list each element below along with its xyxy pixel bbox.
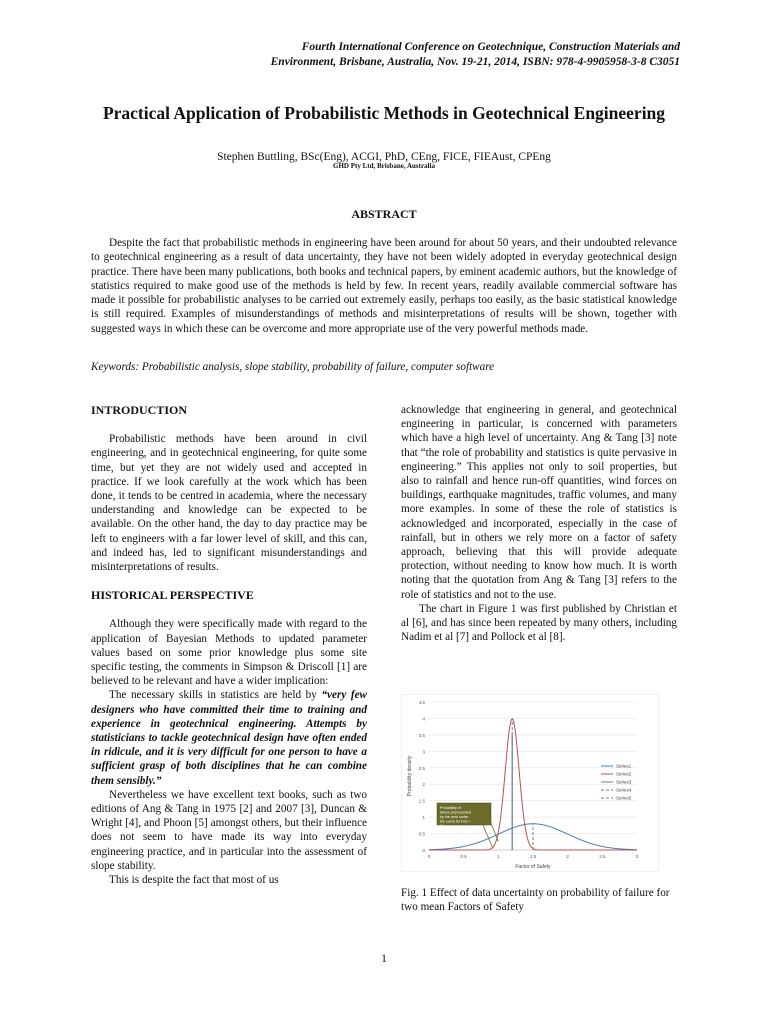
introduction-heading: INTRODUCTION bbox=[91, 403, 188, 417]
paper-title: Practical Application of Probabilistic Methods in Geotechnical Engineering bbox=[102, 103, 666, 123]
y-tick-label: 1.5 bbox=[418, 798, 425, 804]
y-tick-label: 0.5 bbox=[418, 831, 425, 837]
author-line: Stephen Buttling, BSc(Eng), ACGI, PhD, CEng, FICE, FIEAust, CPEng bbox=[217, 151, 551, 163]
conference-line-1: Fourth International Conference on Geotechnique, Construction Materials and bbox=[301, 41, 680, 53]
conference-header bbox=[160, 40, 680, 70]
annotation-text-line: 1) bbox=[440, 824, 444, 828]
page-number: 1 bbox=[381, 953, 387, 965]
x-tick-label: 0.5 bbox=[460, 854, 467, 859]
historical-paragraph-2 bbox=[91, 688, 367, 787]
y-tick-label: 2 bbox=[422, 782, 425, 788]
historical-paragraph-3: Nevertheless we have excellent text books, such as two editions of Ang & Tang in 1975 [2] and 2007 [3], Duncan & Wright [4], and Phoon [5] amongst others, but their influence does not seem to have made its way into everyday engineering practice, and in particular into the assessment of slope stability. bbox=[91, 788, 367, 872]
x-tick-label: 0 bbox=[427, 854, 431, 859]
figure-1 bbox=[401, 694, 659, 872]
x-tick-label: 2 bbox=[566, 854, 569, 859]
historical-paragraph-1: Although they were specifically made with regard to the application of Bayesian Methods to updated parameter values based on some prior knowledge plus some site specific testing, the comments in Simpson & Driscoll [1] are believed to be relevant and have a wider implication: bbox=[91, 618, 367, 688]
affiliation: GHD Pty Ltd, Brisbane, Australia bbox=[333, 162, 435, 170]
annotation-text-line: the curve for FoS < bbox=[440, 819, 471, 824]
abstract-text: Despite the fact that probabilistic methods in engineering have been around for about 50 years, and their undoubted relevance to geotechnical engineering as a result of data uncertainty, they have not been widely adopted in everyday geotechnical design practice. There have been many publications, both books and technical papers, by eminent academic authors, but the knowledge of statistics required to make good use of the methods is held by few. In recent years, readily available commercial software has made it possible for probabilistic analyses to be carried out extremely easily, perhaps too easily, as the basic statistical knowledge is still required. Examples of misunderstandings of methods and misinterpretations of results will be shown, together with suggested ways in which these can be overcome and more appropriate use of the very powerful methods made. bbox=[91, 237, 677, 335]
x-tick-label: 1 bbox=[497, 854, 500, 859]
y-tick-label: 3 bbox=[422, 749, 425, 755]
abstract-heading: ABSTRACT bbox=[351, 207, 417, 221]
x-tick-label: 3 bbox=[635, 854, 639, 859]
y-tick-label: 2.5 bbox=[418, 765, 425, 771]
annotation-text-line: Probability of bbox=[440, 806, 461, 810]
annotation-text-line: by the area under bbox=[440, 815, 469, 819]
block-quote: “very few designers who have committed their time to training and experience in geotechnical engineering. Attempts by statisticians to tackle geotechnical design have often ended in ridicule, and it is very difficult for one person to have a sufficient grasp of both disciplines that he can combine them sensibly.” bbox=[91, 689, 368, 787]
historical-heading: HISTORICAL PERSPECTIVE bbox=[91, 588, 254, 603]
paragraph-lead: The necessary skills in statistics are held by bbox=[109, 689, 322, 702]
y-tick-label: 1 bbox=[422, 815, 425, 821]
introduction-paragraph: Probabilistic methods have been around in civil engineering, and in geotechnical engineering, for quite some time, but yet they are not widely used and accepted in practice. If we look carefully at the work which has been done, it tends to be centred in academia, where the necessary understanding and knowledge can be expected to be available. On the other hand, the day to day practice may be left to engineers with a far lower level of skill, and this can, and indeed has, led to significant misunderstandings and misinterpretations of results. bbox=[91, 433, 367, 574]
legend-label: Series4 bbox=[616, 787, 632, 793]
annotation-text-line: failure (represented bbox=[440, 810, 472, 815]
x-tick-label: 2.5 bbox=[599, 854, 606, 859]
probability-density-chart bbox=[401, 694, 659, 872]
legend-label: Series1 bbox=[616, 763, 632, 769]
y-tick-label: 4.5 bbox=[418, 700, 425, 705]
y-axis-label: Probability density bbox=[407, 755, 413, 797]
historical-paragraph-4: This is despite the fact that most of us bbox=[109, 874, 279, 887]
legend-label: Series5 bbox=[616, 795, 632, 801]
legend-label: Series3 bbox=[616, 779, 632, 785]
right-paragraph-1: acknowledge that engineering in general, and geotechnical engineering in particular, is concerned with parameters which have a high level of uncertainty. Ang & Tang [3] note that “the role of probability and statistics is quite pervasive in engineering.” This applies not only to soil properties, but also to rainfall and hence run-off quantities, wind forces on buildings, earthquake magnitudes, traffic volumes, and many more examples. In some of these the role of statistics is acknowledged and incorporated, especially in the case of rainfall, but in others we rely more on a factor of safety approach, believing that this will provide adequate protection, without needing to know how much. It is worth noting that the quotation from Ang & Tang [3] refers to the role of statistics and not to the use. bbox=[401, 404, 677, 601]
right-paragraph-2: The chart in Figure 1 was first published by Christian et al [6], and has since been repeated by many others, including Nadim et al [7] and Pollock et al [8]. bbox=[401, 602, 677, 644]
y-tick-label: 4 bbox=[422, 716, 425, 722]
left-column bbox=[91, 403, 367, 887]
conference-line-2: Environment, Brisbane, Australia, Nov. 19-21, 2014, ISBN: 978-4-9905958-3-8 C3051 bbox=[270, 56, 680, 68]
keywords: Keywords: Probabilistic analysis, slope stability, probability of failure, computer software bbox=[91, 361, 495, 373]
y-tick-label: 3.5 bbox=[418, 732, 425, 738]
legend-label: Series2 bbox=[616, 771, 632, 777]
figure-caption: Fig. 1 Effect of data uncertainty on probability of failure for two mean Factors of Safety bbox=[401, 887, 670, 914]
y-tick-label: 0 bbox=[422, 848, 425, 853]
x-tick-label: 1.5 bbox=[529, 854, 537, 859]
right-column bbox=[401, 403, 677, 644]
x-axis-label: Factor of Safety bbox=[515, 864, 551, 870]
